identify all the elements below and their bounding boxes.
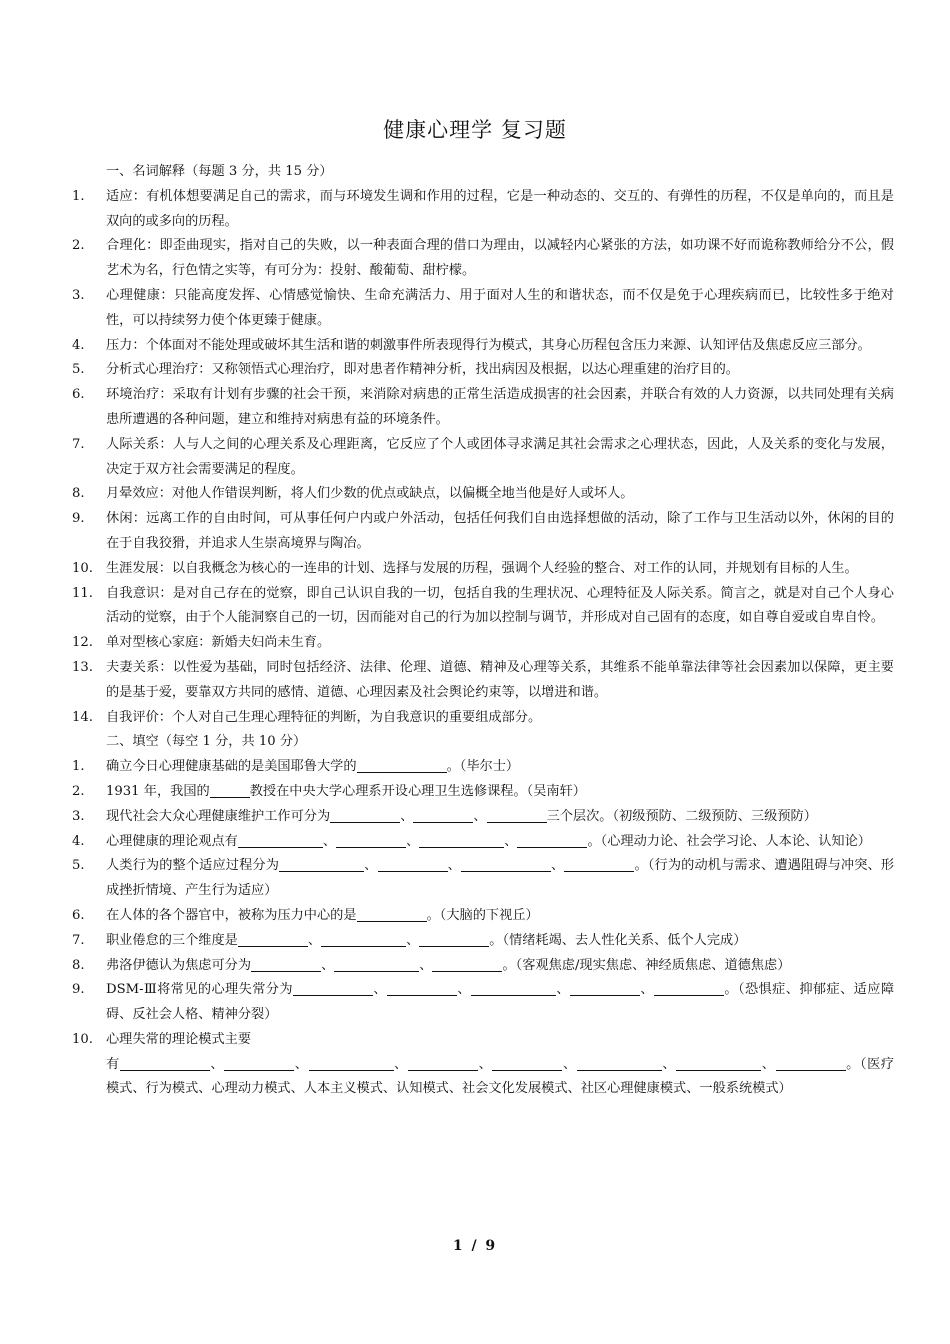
fill-question: 2. 1931 年，我国的 教授在中央大学心理系开设心理卫生选修课程。（吴南轩） bbox=[72, 783, 586, 799]
definition-item bbox=[72, 358, 894, 383]
definition-item bbox=[72, 383, 894, 433]
item-text: 生涯发展：以自我概念为核心的一连串的计划、选择与发展的历程，强调个人经验的整合、对工作的认同，并规划有目标的人生。 bbox=[106, 560, 858, 576]
item-text: 夫妻关系：以性爱为基础，同时包括经济、法律、伦理、道德、精神及心理等关系，其维系不能单靠法律等社会因素加以保障，更主要的是基于爱，要靠双方共同的感情、道德、心理因素及社会舆论约束等，以增进和谐。 bbox=[106, 659, 894, 700]
item-number: 10. bbox=[72, 560, 93, 576]
item-number: 7. bbox=[72, 436, 85, 452]
item-number: 14. bbox=[72, 709, 93, 725]
item-number: 6. bbox=[72, 387, 85, 403]
answer-blank bbox=[334, 957, 419, 971]
item-number: 11. bbox=[72, 585, 93, 601]
page-number: 1 / 9 bbox=[452, 1238, 498, 1254]
fill-question: 4. 心理健康的理论观点有 、 、 、 。（心理动力论、社会学习论、人本论、认知论） bbox=[72, 833, 871, 849]
answer-blank bbox=[210, 784, 250, 798]
answer-blank bbox=[408, 1057, 478, 1071]
section-heading-definitions: 一、名词解释（每题 3 分，共 15 分） bbox=[106, 164, 333, 179]
item-text: 适应：有机体想要满足自己的需求，而与环境发生调和作用的过程，它是一种动态的、交互的、有弹性的历程，不仅是单向的，而且是双向的或多向的历程。 bbox=[106, 188, 894, 229]
answer-blank bbox=[487, 809, 547, 823]
definition-item bbox=[72, 234, 894, 284]
definition-item bbox=[72, 482, 894, 507]
fill-question: 9. DSM-Ⅲ将常见的心理失常分为 、 、 、 、 。（恐惧症、抑郁症、适应障碍、反社会人格、精神分裂） bbox=[72, 982, 895, 1023]
answer-blank bbox=[570, 982, 640, 996]
fill-question: 6. 在人体的各个器官中，被称为压力中心的是 。（大脑的下视丘） bbox=[72, 907, 539, 923]
item-number: 13. bbox=[72, 659, 93, 675]
answer-blank bbox=[517, 833, 587, 847]
item-text: 心理健康：只能高度发挥、心情感觉愉快、生命充满活力、用于面对人生的和谐状态，而不仅是免于心理疾病而已，比较性多于绝对性，可以持续努力使个体更臻于健康。 bbox=[106, 287, 894, 328]
answer-blank bbox=[224, 1057, 294, 1071]
fill-question: 10. 心理失常的理论模式主要 有 、 、 、 、 、 、 、 。（医疗模式、行为模式、心理动力模式、人本主义模式、认知模式、社会文化发展模式、社区心理健康模式、一般系统模式） bbox=[72, 1031, 895, 1097]
answer-blank bbox=[321, 933, 406, 947]
definition-item bbox=[72, 631, 894, 656]
definition-item bbox=[72, 656, 894, 706]
item-text: 自我意识：是对自己存在的觉察，即自己认识自我的一切，包括自我的生理状况、心理特征及人际关系。简言之，就是对自己个人身心活动的觉察，由于个人能洞察自己的一切，因而能对自己的行为加以控制与调节，并形成对自己固有的态度，如自尊自爱或自卑自怜。 bbox=[106, 585, 894, 626]
definition-item bbox=[72, 557, 894, 582]
answer-blank bbox=[654, 982, 724, 996]
item-text: 分析式心理治疗：又称领悟式心理治疗，即对患者作精神分析，找出病因及根据，以达心理重建的治疗目的。 bbox=[106, 362, 739, 378]
fill-question: 5. 人类行为的整个适应过程分为 、 、 、 。（行为的动机与需求、遭遇阻碍与冲突、形成挫折情境、产生行为适应） bbox=[72, 858, 895, 899]
page-title: 健康心理学 复习题 bbox=[383, 118, 567, 142]
page-content bbox=[72, 160, 894, 1102]
item-text: 环境治疗：采取有计划有步骤的社会干预，来消除对病患的正常生活造成损害的社会因素，并联合有效的人力资源，以共同处理有关病患所遭遇的各种问题，建立和维持对病患有益的环境条件。 bbox=[106, 387, 894, 427]
fill-question: 1. 确立今日心理健康基础的是美国耶鲁大学的 。（毕尔士） bbox=[72, 759, 520, 775]
definition-item bbox=[72, 284, 894, 334]
item-number: 2. bbox=[72, 238, 85, 254]
item-text: 压力：个体面对不能处理或破坏其生活和谐的刺激事件所表现得行为模式，其身心历程包含压力来源、认知评估及焦虑反应三部分。 bbox=[106, 337, 871, 353]
item-number: 1. bbox=[72, 188, 85, 204]
definition-item bbox=[72, 433, 894, 483]
answer-blank bbox=[564, 858, 634, 872]
answer-blank bbox=[357, 759, 447, 773]
item-number: 8. bbox=[72, 486, 85, 502]
fill-question: 7. 职业倦怠的三个维度是 、 、 。（情绪耗竭、去人性化关系、低个人完成） bbox=[72, 932, 747, 948]
item-number: 3. bbox=[72, 287, 85, 303]
definition-item bbox=[72, 185, 894, 235]
fill-question: 8. 弗洛伊德认为焦虑可分为 、 、 。（客观焦虑/现实焦虑、神经质焦虑、道德焦虑） bbox=[72, 957, 791, 973]
definitions-list bbox=[72, 185, 894, 731]
item-text: 月晕效应：对他人作错误判断，将人们少数的优点或缺点，以偏概全地当他是好人或坏人。 bbox=[106, 486, 634, 502]
item-number: 4. bbox=[72, 337, 85, 353]
answer-blank bbox=[378, 858, 448, 872]
item-text: 合理化：即歪曲现实，指对自己的失败，以一种表面合理的借口为理由，以减轻内心紧张的方法，如功课不好而诡称教师给分不公，假艺术为名，行色情之实等，有可分为：投射、酸葡萄、甜柠檬。 bbox=[106, 238, 894, 279]
answer-blank bbox=[238, 833, 323, 847]
answer-blank bbox=[461, 858, 551, 872]
item-number: 9. bbox=[72, 511, 85, 527]
answer-blank bbox=[387, 982, 457, 996]
fill-question: 3. 现代社会大众心理健康维护工作可分为 、 、 三个层次。（初级预防、二级预防、三级预防） bbox=[72, 808, 817, 824]
answer-blank bbox=[471, 982, 556, 996]
item-text: 人际关系：人与人之间的心理关系及心理距离，它反应了个人或团体寻求满足其社会需求之心理状态，因此，人及关系的变化与发展，决定于双方社会需要满足的程度。 bbox=[106, 436, 894, 477]
answer-blank bbox=[419, 833, 504, 847]
definition-item bbox=[72, 582, 894, 632]
answer-blank bbox=[293, 982, 373, 996]
answer-blank bbox=[336, 833, 406, 847]
definition-item bbox=[72, 507, 894, 557]
item-number: 5. bbox=[72, 362, 85, 378]
definition-item bbox=[72, 334, 894, 359]
answer-blank bbox=[120, 1057, 210, 1071]
answer-blank bbox=[419, 933, 489, 947]
answer-blank bbox=[492, 1057, 562, 1071]
item-text: 自我评价：个人对自己生理心理特征的判断，为自我意识的重要组成部分。 bbox=[106, 709, 542, 725]
item-text: 休闲：远离工作的自由时间，可从事任何户内或户外活动，包括任何我们自由选择想做的活动，除了工作与卫生活动以外，休闲的目的在于自我狡猾，并追求人生崇高境界与陶冶。 bbox=[106, 511, 894, 551]
section-heading-fill-in: 二、填空（每空 1 分，共 10 分） bbox=[106, 734, 307, 750]
answer-blank bbox=[279, 858, 364, 872]
answer-blank bbox=[357, 908, 427, 922]
answer-blank bbox=[330, 809, 400, 823]
answer-blank bbox=[776, 1057, 846, 1071]
definition-item bbox=[72, 706, 894, 731]
answer-blank bbox=[238, 933, 308, 947]
answer-blank bbox=[251, 957, 321, 971]
answer-blank bbox=[432, 957, 502, 971]
answer-blank bbox=[676, 1057, 761, 1071]
item-number: 12. bbox=[72, 635, 93, 651]
answer-blank bbox=[309, 1057, 394, 1071]
answer-blank bbox=[577, 1057, 662, 1071]
answer-blank bbox=[413, 809, 473, 823]
item-text: 单对型核心家庭：新婚夫妇尚未生育。 bbox=[106, 635, 331, 651]
